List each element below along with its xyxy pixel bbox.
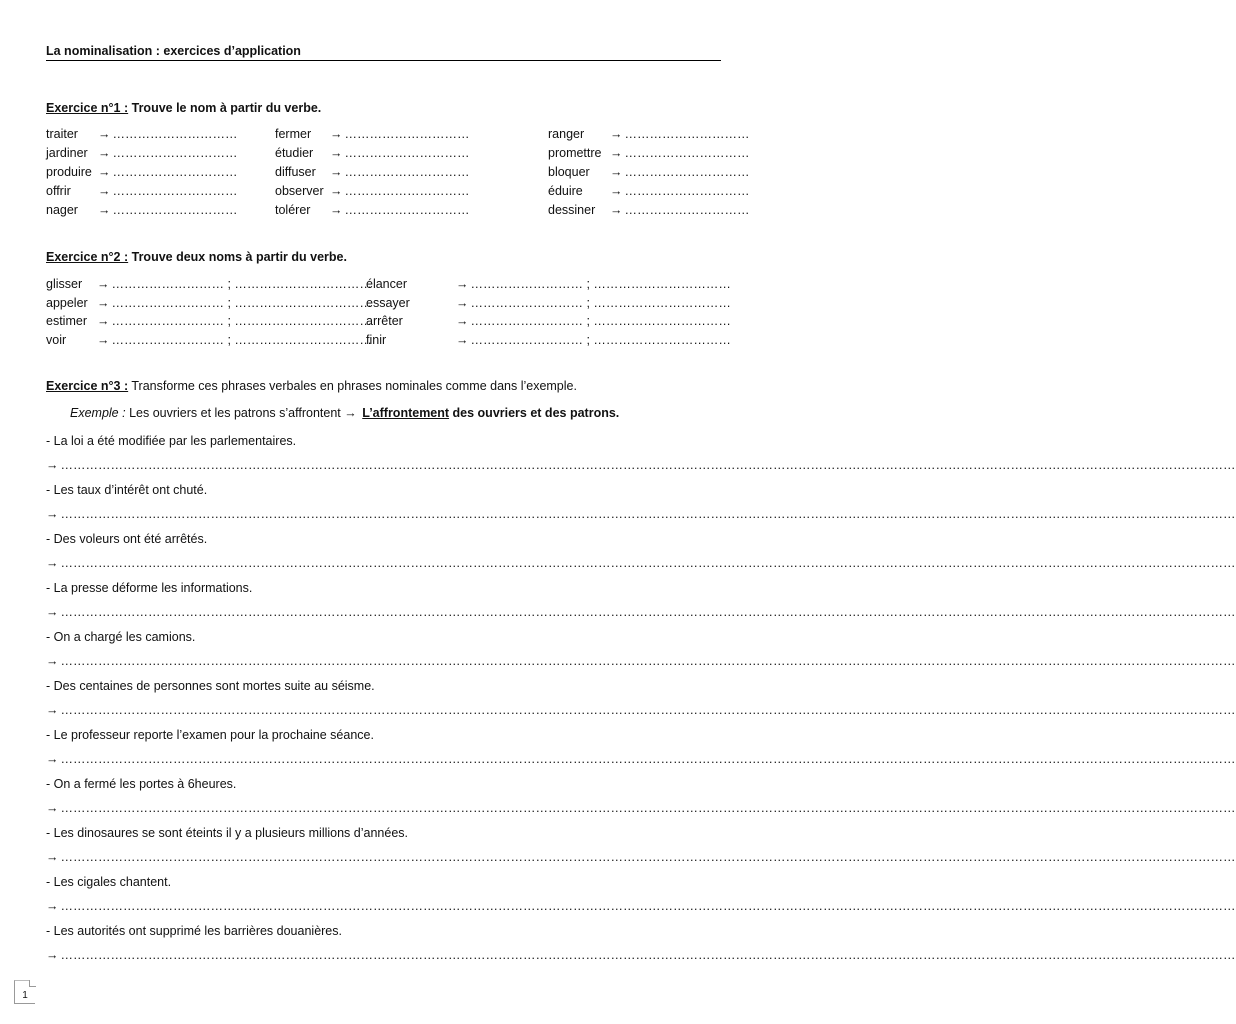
example-label: Exemple : bbox=[70, 406, 126, 420]
dotted-blank: ………………………… bbox=[344, 203, 470, 217]
dotted-blank: ………………………… bbox=[344, 146, 470, 160]
verbal-sentence: - Les cigales chantent. bbox=[46, 875, 172, 889]
dotted-blank: ………………………… bbox=[624, 184, 750, 198]
answer-line bbox=[46, 605, 1236, 619]
arrow-icon: → bbox=[98, 127, 111, 141]
arrow-icon: → bbox=[330, 184, 343, 198]
arrow-icon: → bbox=[46, 948, 59, 962]
dotted-blank: ………………………………………………………………………………………………………………………………………………………………………………………………………………………………………………………… bbox=[60, 801, 1236, 815]
answer-blank bbox=[98, 184, 238, 198]
exercise-1-heading bbox=[46, 101, 321, 115]
answer-blank-pair bbox=[97, 314, 372, 328]
dotted-blank: ………………………………………………………………………………………………………………………………………………………………………………………………………………………………………………………… bbox=[60, 752, 1236, 766]
exercise-1-instruction: Trouve le nom à partir du verbe. bbox=[131, 101, 322, 115]
dotted-blank: ………………………………………………………………………………………………………………………………………………………………………………………………………………………………………………………… bbox=[60, 507, 1236, 521]
dotted-blank: ……………………… ; …………………………… bbox=[111, 333, 372, 347]
arrow-icon: → bbox=[330, 127, 343, 141]
arrow-icon: → bbox=[456, 333, 469, 347]
answer-blank bbox=[330, 165, 470, 179]
answer-blank-pair bbox=[456, 314, 731, 328]
answer-blank-pair bbox=[97, 296, 372, 310]
arrow-icon: → bbox=[98, 184, 111, 198]
answer-blank bbox=[610, 184, 750, 198]
arrow-icon: → bbox=[46, 654, 59, 668]
dotted-blank: ………………………… bbox=[112, 165, 238, 179]
verb-word: dessiner bbox=[548, 203, 596, 217]
arrow-icon: → bbox=[456, 277, 469, 291]
answer-blank-pair bbox=[97, 277, 372, 291]
verb-word: éduire bbox=[548, 184, 583, 198]
verb-word: bloquer bbox=[548, 165, 590, 179]
dotted-blank: ……………………… ; …………………………… bbox=[470, 314, 731, 328]
arrow-icon: → bbox=[344, 406, 357, 420]
verb-word: élancer bbox=[366, 277, 407, 291]
dotted-blank: ………………………………………………………………………………………………………………………………………………………………………………………………………………………………………………………… bbox=[60, 556, 1236, 570]
dotted-blank: ……………………… ; …………………………… bbox=[470, 333, 731, 347]
verb-word: appeler bbox=[46, 296, 88, 310]
arrow-icon: → bbox=[456, 296, 469, 310]
answer-line bbox=[46, 654, 1236, 668]
verb-word: nager bbox=[46, 203, 78, 217]
arrow-icon: → bbox=[610, 203, 623, 217]
dotted-blank: ……………………… ; …………………………… bbox=[111, 314, 372, 328]
dotted-blank: ………………………… bbox=[624, 127, 750, 141]
verb-word: voir bbox=[46, 333, 67, 347]
arrow-icon: → bbox=[98, 146, 111, 160]
arrow-icon: → bbox=[610, 165, 623, 179]
verb-word: ranger bbox=[548, 127, 585, 141]
arrow-icon: → bbox=[46, 801, 59, 815]
answer-line bbox=[46, 801, 1236, 815]
dotted-blank: ………………………… bbox=[344, 165, 470, 179]
dotted-blank: ……………………… ; …………………………… bbox=[111, 277, 372, 291]
dotted-blank: ……………………… ; …………………………… bbox=[470, 296, 731, 310]
dotted-blank: ………………………… bbox=[112, 184, 238, 198]
answer-line bbox=[46, 850, 1236, 864]
arrow-icon: → bbox=[456, 314, 469, 328]
verbal-sentence: - Les taux d’intérêt ont chuté. bbox=[46, 483, 208, 497]
dotted-blank: ………………………… bbox=[112, 146, 238, 160]
verbal-sentence: - On a chargé les camions. bbox=[46, 630, 196, 644]
dotted-blank: ………………………… bbox=[344, 184, 470, 198]
arrow-icon: → bbox=[97, 333, 110, 347]
exercise-1-label: Exercice n°1 : bbox=[46, 101, 129, 115]
verbal-sentence: - Des voleurs ont été arrêtés. bbox=[46, 532, 208, 546]
dotted-blank: ………………………………………………………………………………………………………………………………………………………………………………………………………………………………………………………… bbox=[60, 948, 1236, 962]
dotted-blank: ………………………… bbox=[624, 146, 750, 160]
arrow-icon: → bbox=[610, 184, 623, 198]
answer-line bbox=[46, 556, 1236, 570]
answer-line bbox=[46, 899, 1236, 913]
answer-blank bbox=[330, 146, 470, 160]
arrow-icon: → bbox=[46, 507, 59, 521]
answer-blank bbox=[98, 127, 238, 141]
arrow-icon: → bbox=[330, 165, 343, 179]
verb-word: traiter bbox=[46, 127, 78, 141]
example-answer-noun: L’affrontement bbox=[362, 406, 450, 420]
dotted-blank: ………………………………………………………………………………………………………………………………………………………………………………………………………………………………………………………… bbox=[60, 850, 1236, 864]
dotted-blank: ………………………………………………………………………………………………………………………………………………………………………………………………………………………………………………………… bbox=[60, 654, 1236, 668]
answer-blank-pair bbox=[97, 333, 372, 347]
exercise-2-instruction: Trouve deux noms à partir du verbe. bbox=[131, 250, 347, 264]
example-answer bbox=[362, 406, 619, 420]
verb-word: jardiner bbox=[46, 146, 88, 160]
arrow-icon: → bbox=[46, 605, 59, 619]
example-answer-rest: des ouvriers et des patrons. bbox=[449, 406, 620, 420]
arrow-icon: → bbox=[46, 752, 59, 766]
exercise-3-heading bbox=[46, 379, 577, 393]
answer-line bbox=[46, 948, 1236, 962]
verb-word: produire bbox=[46, 165, 92, 179]
verb-word: étudier bbox=[275, 146, 314, 160]
dotted-blank: ………………………………………………………………………………………………………………………………………………………………………………………………………………………………………………………… bbox=[60, 458, 1236, 472]
dotted-blank: ………………………… bbox=[344, 127, 470, 141]
verb-word: observer bbox=[275, 184, 324, 198]
verb-word: offrir bbox=[46, 184, 71, 198]
verbal-sentence: - Les autorités ont supprimé les barrières douanières. bbox=[46, 924, 342, 938]
arrow-icon: → bbox=[97, 296, 110, 310]
verb-word: tolérer bbox=[275, 203, 311, 217]
answer-blank bbox=[610, 203, 750, 217]
answer-blank bbox=[98, 165, 238, 179]
arrow-icon: → bbox=[98, 203, 111, 217]
document-title: La nominalisation : exercices d’application bbox=[46, 44, 721, 61]
answer-line bbox=[46, 458, 1236, 472]
arrow-icon: → bbox=[330, 146, 343, 160]
dotted-blank: ……………………… ; …………………………… bbox=[470, 277, 731, 291]
arrow-icon: → bbox=[97, 277, 110, 291]
dotted-blank: ………………………………………………………………………………………………………………………………………………………………………………………………………………………………………………………… bbox=[60, 703, 1236, 717]
dotted-blank: ……………………… ; …………………………… bbox=[111, 296, 372, 310]
exercise-2-heading bbox=[46, 250, 347, 264]
exercise-2-label: Exercice n°2 : bbox=[46, 250, 129, 264]
arrow-icon: → bbox=[46, 458, 59, 472]
answer-line bbox=[46, 507, 1236, 521]
answer-blank bbox=[610, 127, 750, 141]
arrow-icon: → bbox=[610, 127, 623, 141]
verb-word: diffuser bbox=[275, 165, 316, 179]
verbal-sentence: - La presse déforme les informations. bbox=[46, 581, 253, 595]
answer-blank bbox=[330, 184, 470, 198]
dotted-blank: ………………………… bbox=[112, 203, 238, 217]
arrow-icon: → bbox=[46, 850, 59, 864]
arrow-icon: → bbox=[46, 556, 59, 570]
verb-word: promettre bbox=[548, 146, 602, 160]
verbal-sentence: - Le professeur reporte l’examen pour la prochaine séance. bbox=[46, 728, 374, 742]
verbal-sentence: - On a fermé les portes à 6heures. bbox=[46, 777, 237, 791]
verbal-sentence: - Les dinosaures se sont éteints il y a plusieurs millions d’années. bbox=[46, 826, 408, 840]
verbal-sentence: - Des centaines de personnes sont mortes suite au séisme. bbox=[46, 679, 375, 693]
arrow-icon: → bbox=[330, 203, 343, 217]
exercise-3-label: Exercice n°3 : bbox=[46, 379, 129, 393]
verb-word: estimer bbox=[46, 314, 87, 328]
answer-blank-pair bbox=[456, 277, 731, 291]
verb-word: essayer bbox=[366, 296, 410, 310]
dotted-blank: ………………………………………………………………………………………………………………………………………………………………………………………………………………………………………………………… bbox=[60, 605, 1236, 619]
answer-blank bbox=[98, 146, 238, 160]
example-sentence: Les ouvriers et les patrons s’affrontent bbox=[129, 406, 341, 420]
answer-blank-pair bbox=[456, 333, 731, 347]
dotted-blank: ………………………… bbox=[624, 165, 750, 179]
verb-word: arrêter bbox=[366, 314, 403, 328]
page-number: 1 bbox=[14, 980, 35, 1004]
answer-blank bbox=[610, 165, 750, 179]
arrow-icon: → bbox=[98, 165, 111, 179]
verb-word: glisser bbox=[46, 277, 83, 291]
dotted-blank: ………………………………………………………………………………………………………………………………………………………………………………………………………………………………………………………… bbox=[60, 899, 1236, 913]
dotted-blank: ………………………… bbox=[624, 203, 750, 217]
answer-blank bbox=[610, 146, 750, 160]
arrow-icon: → bbox=[610, 146, 623, 160]
arrow-icon: → bbox=[46, 899, 59, 913]
answer-blank-pair bbox=[456, 296, 731, 310]
arrow-icon: → bbox=[46, 703, 59, 717]
verb-word: fermer bbox=[275, 127, 312, 141]
verb-word: finir bbox=[366, 333, 387, 347]
dotted-blank: ………………………… bbox=[112, 127, 238, 141]
exercise-3-instruction: Transforme ces phrases verbales en phrases nominales comme dans l’exemple. bbox=[131, 379, 577, 393]
answer-line bbox=[46, 752, 1236, 766]
answer-blank bbox=[330, 203, 470, 217]
arrow-icon: → bbox=[97, 314, 110, 328]
answer-blank bbox=[330, 127, 470, 141]
example-line bbox=[70, 406, 619, 420]
verbal-sentence: - La loi a été modifiée par les parlementaires. bbox=[46, 434, 297, 448]
answer-blank bbox=[98, 203, 238, 217]
answer-line bbox=[46, 703, 1236, 717]
